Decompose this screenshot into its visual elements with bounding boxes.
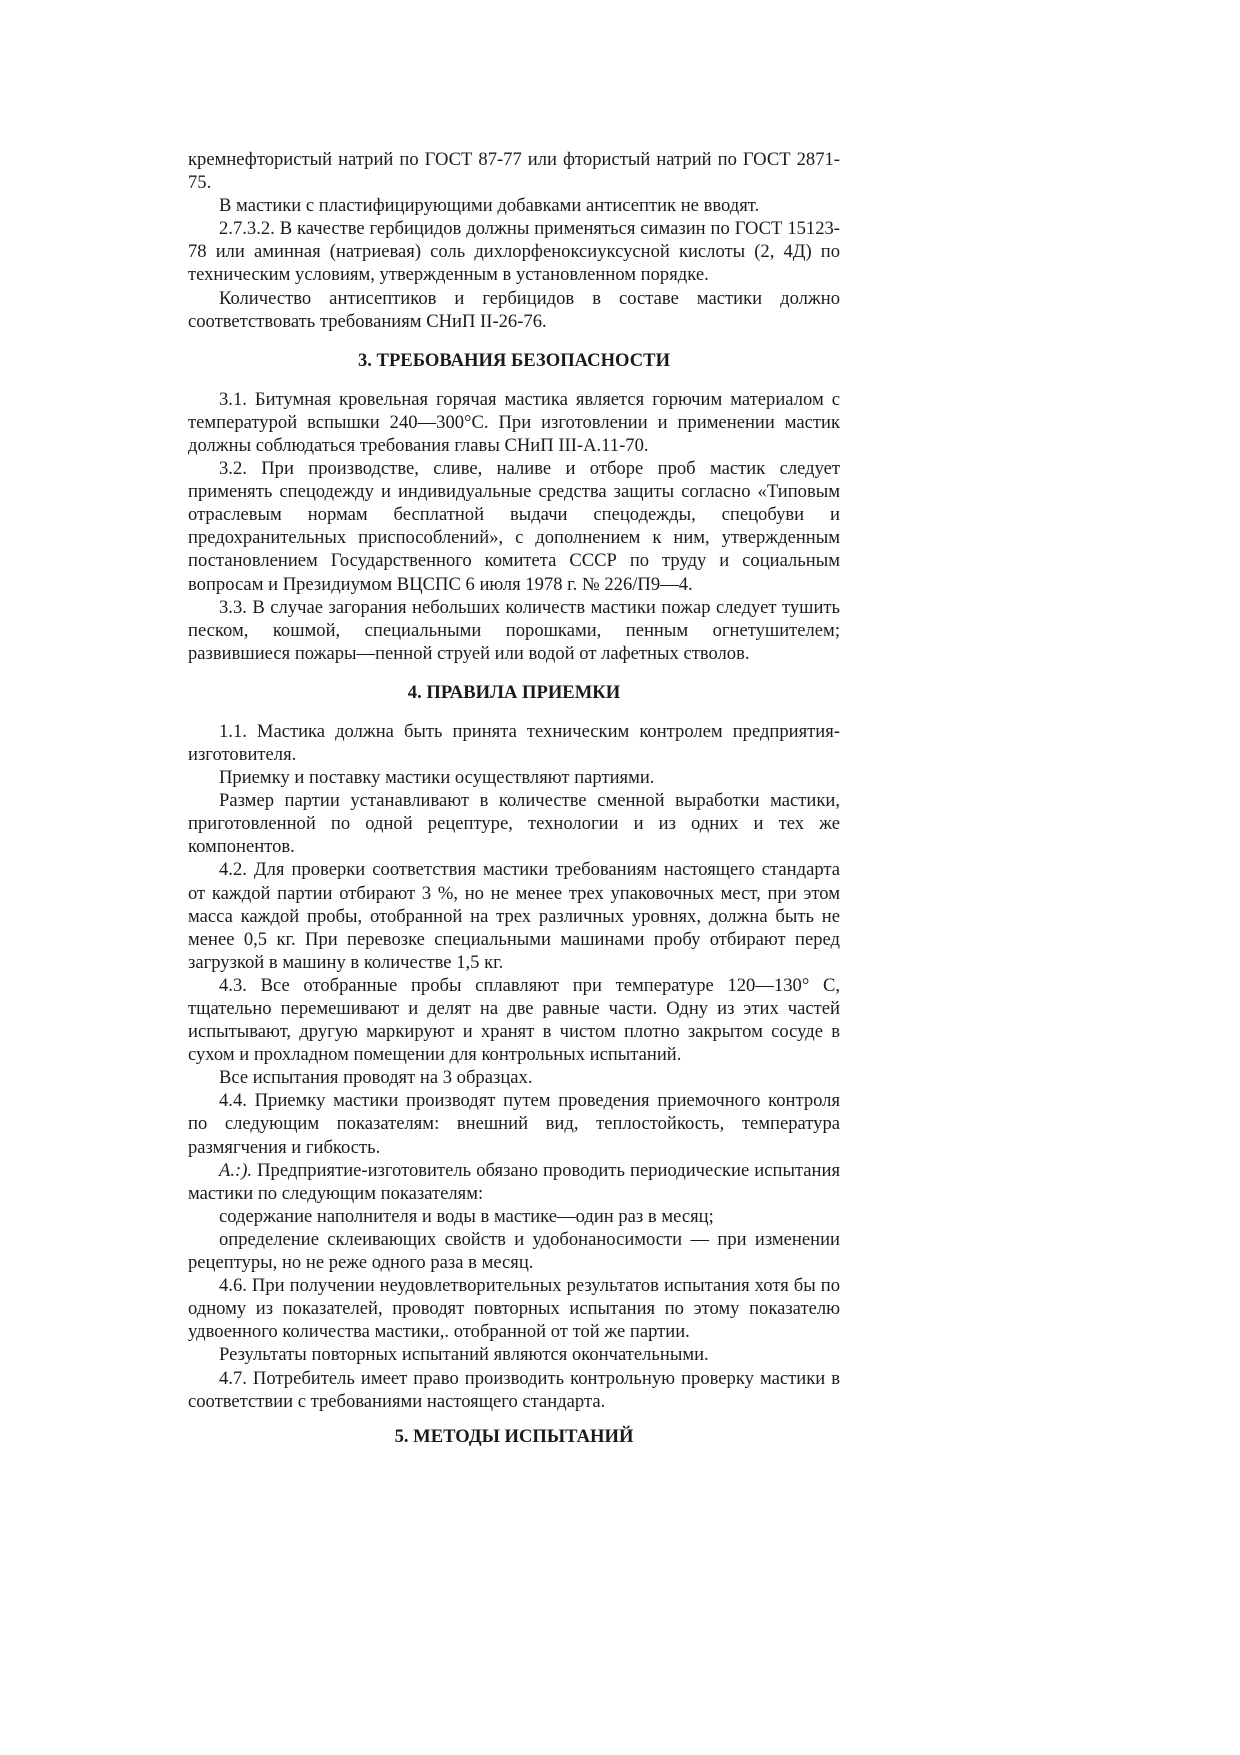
paragraph: 3.3. В случае загорания небольших количеств мастики пожар следует тушить песком, кошмой, специальными порошками, пенным огнетушителем; развившиеся пожары—пенной струей или водой от лафетных стволов. [188, 596, 840, 664]
paragraph: 3.2. При производстве, сливе, наливе и отборе проб мастик следует применять спецодежду и индивидуальные средства защиты согласно «Типовым отраслевым нормам бесплатной выдачи спецодежды, спецобуви и предохранительных приспособлений», с дополнением к ним, утвержденным постановлением Государственного комитета СССР по труду и социальным вопросам и Президиумом ВЦСПС 6 июля 1978 г. № 226/П9—4. [188, 458, 840, 595]
paragraph: 4.2. Для проверки соответствия мастики требованиям настоящего стандарта от каждой партии отбирают 3 %, но не менее трех упаковочных мест, при этом масса каждой пробы, отобранной на трех различных уровнях, должна быть не менее 0,5 кг. При перевозке специальными машинами пробу отбирают перед загрузкой в машину в количестве 1,5 кг. [188, 859, 840, 973]
paragraph: 4.4. Приемку мастики производят путем проведения приемочного контроля по следующим показателям: внешний вид, теплостойкость, температура размягчения и гибкость. [188, 1090, 840, 1158]
clause-number: А.:). [219, 1159, 253, 1181]
paragraph: Размер партии устанавливают в количестве сменной выработки мастики, приготовленной по одной рецептуре, технологии и из одних и тех же компонентов. [188, 790, 840, 858]
document-page [188, 148, 840, 1448]
paragraph [188, 1159, 840, 1205]
section-heading-test-methods: 5. МЕТОДЫ ИСПЫТАНИЙ [394, 1425, 634, 1447]
paragraph: 2.7.3.2. В качестве гербицидов должны применяться симазин по ГОСТ 15123-78 или аминная (натриевая) соль дихлорфеноксиуксусной кислоты (2, 4Д) по техническим условиям, утвержденным в установленном порядке. [188, 218, 840, 286]
paragraph: кремнефтористый натрий по ГОСТ 87-77 или фтористый натрий по ГОСТ 2871-75. [188, 149, 840, 194]
paragraph: 3.1. Битумная кровельная горячая мастика является горючим материалом с температурой вспышки 240—300°С. При изготовлении и применении мастик должны соблюдаться требования главы СНиП III-А.11-70. [188, 388, 840, 456]
paragraph: определение склеивающих свойств и удобонаносимости — при изменении рецептуры, но не реже одного раза в месяц. [188, 1228, 840, 1274]
paragraph: Приемку и поставку мастики осуществляют партиями. [219, 767, 655, 789]
paragraph: 4.3. Все отобранные пробы сплавляют при температуре 120—130° С, тщательно перемешивают и делят на две равные части. Одну из этих частей испытывают, другую маркируют и хранят в чистом плотно закрытом сосуде в сухом и прохладном помещении для контрольных испытаний. [188, 974, 840, 1066]
paragraph: Все испытания проводят на 3 образцах. [219, 1067, 533, 1089]
paragraph: В мастики с пластифицирующими добавками антисептик не вводят. [219, 195, 760, 217]
paragraph: Количество антисептиков и гербицидов в составе мастики должно соответствовать требованиям СНиП II-26-76. [188, 287, 840, 332]
section-heading-acceptance: 4. ПРАВИЛА ПРИЕМКИ [407, 681, 621, 703]
section-heading-safety: 3. ТРЕБОВАНИЯ БЕЗОПАСНОСТИ [357, 349, 671, 371]
paragraph: содержание наполнителя и воды в мастике—один раз в месяц; [219, 1205, 714, 1227]
paragraph-text: Предприятие-изготовитель обязано проводить периодические испытания мастики по следующим показателям: [188, 1159, 840, 1204]
paragraph: 4.6. При получении неудовлетворительных результатов испытания хотя бы по одному из показателей, проводят повторных испытания по этому показателю удвоенного количества мастики,. отобранной от той же партии. [188, 1275, 840, 1343]
paragraph: 1.1. Мастика должна быть принята техническим контролем предприятия-изготовителя. [188, 720, 840, 765]
paragraph: 4.7. Потребитель имеет право производить контрольную проверку мастики в соответствии с требованиями настоящего стандарта. [188, 1367, 840, 1412]
paragraph: Результаты повторных испытаний являются окончательными. [219, 1344, 709, 1366]
